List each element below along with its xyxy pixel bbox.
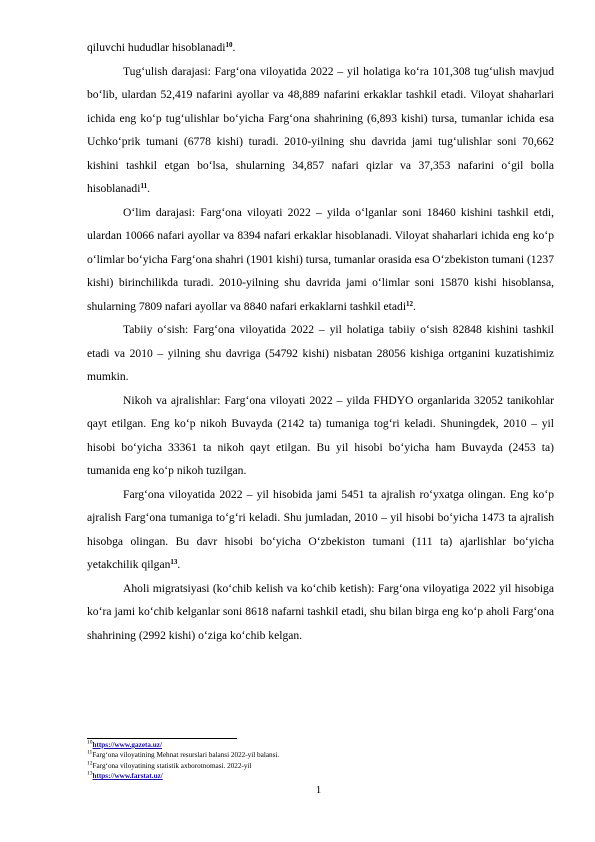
footnote-ref[interactable]: 12 — [406, 299, 414, 308]
footnote-link-gazeta[interactable]: https://www.gazeta.uz/ — [92, 741, 162, 749]
paragraph-migration: Aholi migratsiyasi (ko‘chib kelish va ko‘chib ketish): Farg‘ona viloyatiga 2022 yil hisobiga ko‘ra jami ko‘chib kelganlar soni 8618 nafarni tashkil etadi, shu bilan birga eng ko‘p aholi Farg‘ona shahrining (2992 kishi) o‘ziga ko‘chib kelgan. — [87, 581, 554, 642]
footnotes — [87, 740, 554, 782]
paragraph-death-rate: O‘lim darajasi: Farg‘ona viloyati 2022 – yilda o‘lganlar soni 18460 kishini tashkil etdi, ulardan 10066 nafari ayollar va 8394 nafari erkaklar hisoblanadi. Viloyat shaharlari ichida eng ko‘p o‘limlar bo‘yicha Farg‘ona shahri (1901 kishi) tursa, tumanlar orasida esa O‘zbekiston tumani (1237 kishi) birinchilikda turadi. 2010-yilning shu davrida jami o‘limlar soni 15870 kishi hisoblansa, shularning 7809 nafari ayollar va 8840 nafari erkaklarni tashkil etadi$^{12}$. — [87, 205, 554, 313]
footnote-ref[interactable]: 10 — [225, 41, 233, 50]
page-number: 1 — [315, 784, 322, 796]
footnote-ref[interactable]: 11 — [140, 182, 148, 191]
footnote-divider — [87, 738, 237, 739]
document-body — [87, 36, 554, 647]
paragraph-divorces: Farg‘ona viloyatida 2022 – yil hisobida jami 5451 ta ajralish ro‘yxatga olingan. Eng ko‘p ajralish Farg‘ona tumaniga to‘g‘ri keladi. Shu jumladan, 2010 – yil hisobi bo‘yicha 1473 ta ajralish hisobga olingan. Bu davr hisobi bo‘yicha O‘zbekiston tumani (111 ta) ajarlishlar bo‘yicha yetakchilik qilgan$^{13}$. — [87, 487, 554, 571]
footnote-10: $^{10}$https://www.gazeta.uz/ — [87, 739, 162, 749]
paragraph-natural-growth: Tabiiy o‘sish: Farg‘ona viloyatida 2022 – yil holatiga tabiiy o‘sish 82848 kishini tashkil etadi va 2010 – yilning shu davriga (54792 kishi) nisbatan 28056 kishiga ortganini kuzatishimiz mumkin. — [87, 323, 554, 383]
paragraph-birth-rate: Tug‘ulish darajasi: Farg‘ona viloyatida 2022 – yil holatiga ko‘ra 101,308 tug‘ulish mavjud bo‘lib, ulardan 52,419 nafarini ayollar va 48,889 nafarini erkaklar tashkil etadi. Viloyat shaharlari ichida eng ko‘p tug‘ulishlar bo‘yicha Farg‘ona shahrining (6,893 kishi) tursa, tumanlar ichida esa Uchko‘prik tumani (6778 kishi) turadi. 2010-yilning shu davrida jami tug‘ulishlar soni 70,662 kishini tashkil etgan bo‘lsa, shularning 34,857 nafari qizlar va 37,353 nafarini o‘gil bolla hisoblanadi$^{11}$. — [87, 64, 554, 195]
footnote-13: $^{13}$https://www.farstat.uz/ — [87, 770, 163, 781]
footnote-link-farstat[interactable]: https://www.farstat.uz/ — [92, 772, 163, 781]
footnote-12: $^{12}$Farg‘ona viloyatining statistik axborotnomasi. 2022-yil — [87, 760, 252, 770]
footnote-ref[interactable]: 13 — [170, 558, 178, 567]
footnote-11: $^{11}$Farg‘ona viloyatining Mehnat resurslari balansi 2022-yil balansi. — [87, 750, 280, 760]
paragraph-marriages: Nikoh va ajralishlar: Farg‘ona viloyati 2022 – yilda FHDYO organlarida 32052 tanikohlar qayt etilgan. Eng ko‘p nikoh Buvayda (2142 ta) tumaniga tog‘ri keladi. Shuningdek, 2010 – yil hisobi bo‘yicha 33361 ta nikoh qayt etilgan. Bu yil hisobi bo‘yicha ham Buvayda (2453 ta) tumanida eng ko‘p nikoh tuzilgan. — [87, 393, 554, 477]
paragraph-intro: qiluvchi hududlar hisoblanadi$^{10}$. — [87, 41, 236, 54]
